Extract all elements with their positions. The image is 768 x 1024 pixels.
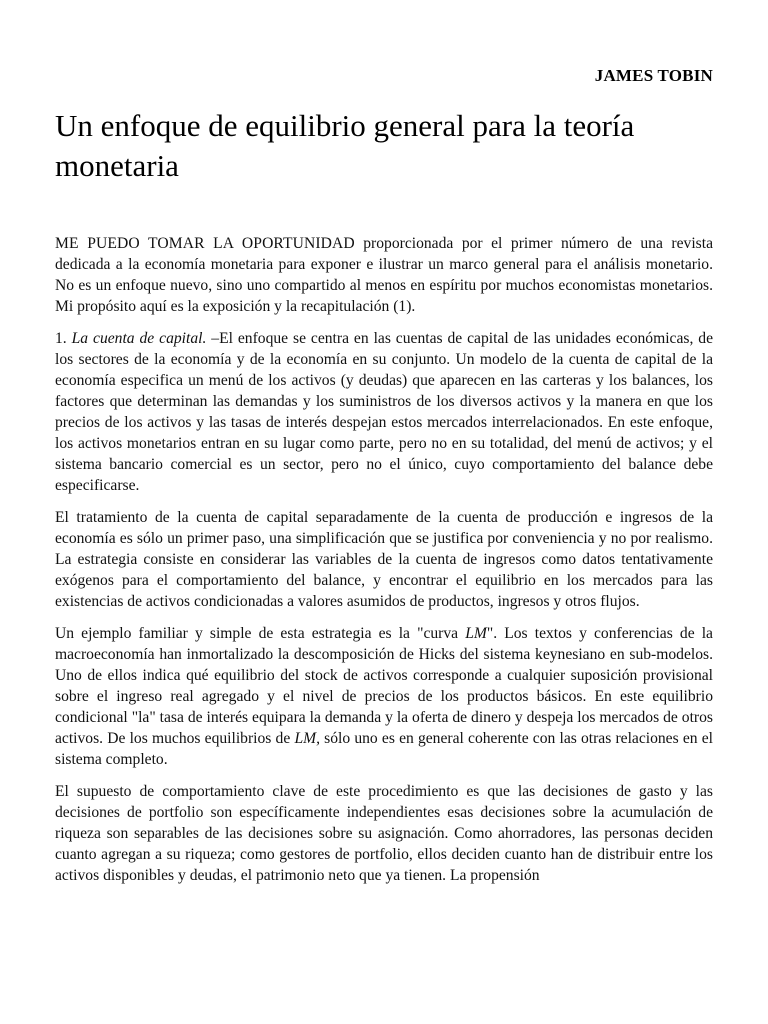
paragraph-text: sólo uno es en general coherente con las otras relaciones en el sistema completo. <box>55 730 713 768</box>
document-title: Un enfoque de equilibrio general para la teoría monetaria <box>55 108 635 183</box>
paragraph-text: proporcionada por el primer número de una revista dedicada a la economía monetaria para exponer e ilustrar un marco general para el análisis monetario. No es un enfoque nuevo, sino uno compartido al menos en espíritu por muchos economistas monetarios. Mi propósito aquí es la exposición y la recapitulación (1). <box>55 235 713 315</box>
lm-term: LM, <box>294 730 320 747</box>
author-name: JAMES TOBIN <box>594 66 713 85</box>
paragraph-lead-caps: ME PUEDO TOMAR LA OPORTUNIDAD <box>55 235 355 252</box>
paragraph-text: Un ejemplo familiar y simple de esta estrategia es la "curva <box>55 625 466 642</box>
paragraph-section-1 <box>55 328 713 496</box>
section-heading: La cuenta de capital. <box>71 330 207 347</box>
paragraph-text: ". Los textos y conferencias de la macroeconomía han inmortalizado la descomposición de Hicks del sistema keynesiano en sub-modelos. Uno de ellos indica qué equilibrio del stock de activos corresponde a cualquier suposición provisional sobre el ingreso real agregado y el nivel de precios de los productos básicos. En este equilibrio condicional "la" tasa de interés equipara la demanda y la oferta de dinero y despeja los mercados de otros activos. De los muchos equilibrios de <box>55 625 713 747</box>
paragraph-text: El supuesto de comportamiento clave de este procedimiento es que las decisiones de gasto y las decisiones de portfolio son específicamente independientes esas decisiones sobre la acumulación de riqueza son separables de las decisiones sobre su asignación. Como ahorradores, las personas deciden cuanto agregan a su riqueza; como gestores de portfolio, ellos deciden cuanto han de distribuir entre los activos disponibles y deudas, el patrimonio neto que ya tienen. La propensión <box>55 783 713 884</box>
paragraph-text: –El enfoque se centra en las cuentas de capital de las unidades económicas, de los sectores de la economía y de la economía en su conjunto. Un modelo de la cuenta de capital de la economía especifica un menú de los activos (y deudas) que aparecen en las carteras y los balances, los factores que determinan las demandas y los suministros de los diversos activos y la manera en que los precios de los activos y las tasas de interés despejan estos mercados interrelacionados. En este enfoque, los activos monetarios entran en su lugar como parte, pero no en su totalidad, del menú de activos; y el sistema bancario comercial es un sector, pero no el único, cuyo comportamiento del balance debe especificarse. <box>55 330 713 494</box>
paragraph-behavior-assumption <box>55 781 713 886</box>
paragraph-intro <box>55 233 713 317</box>
document-body <box>55 233 713 897</box>
paragraph-capital-account <box>55 507 713 612</box>
paragraph-lm-curve <box>55 623 713 770</box>
paragraph-text: El tratamiento de la cuenta de capital separadamente de la cuenta de producción e ingresos de la economía es sólo un primer paso, una simplificación que se justifica por conveniencia y no por realismo. La estrategia consiste en considerar las variables de la cuenta de ingresos como datos tentativamente exógenos para el comportamiento del balance, y encontrar el equilibrio en los mercados para las existencias de activos condicionadas a valores asumidos de productos, ingresos y otros flujos. <box>55 509 713 610</box>
lm-term: LM <box>465 625 487 642</box>
section-number: 1. <box>55 330 72 347</box>
